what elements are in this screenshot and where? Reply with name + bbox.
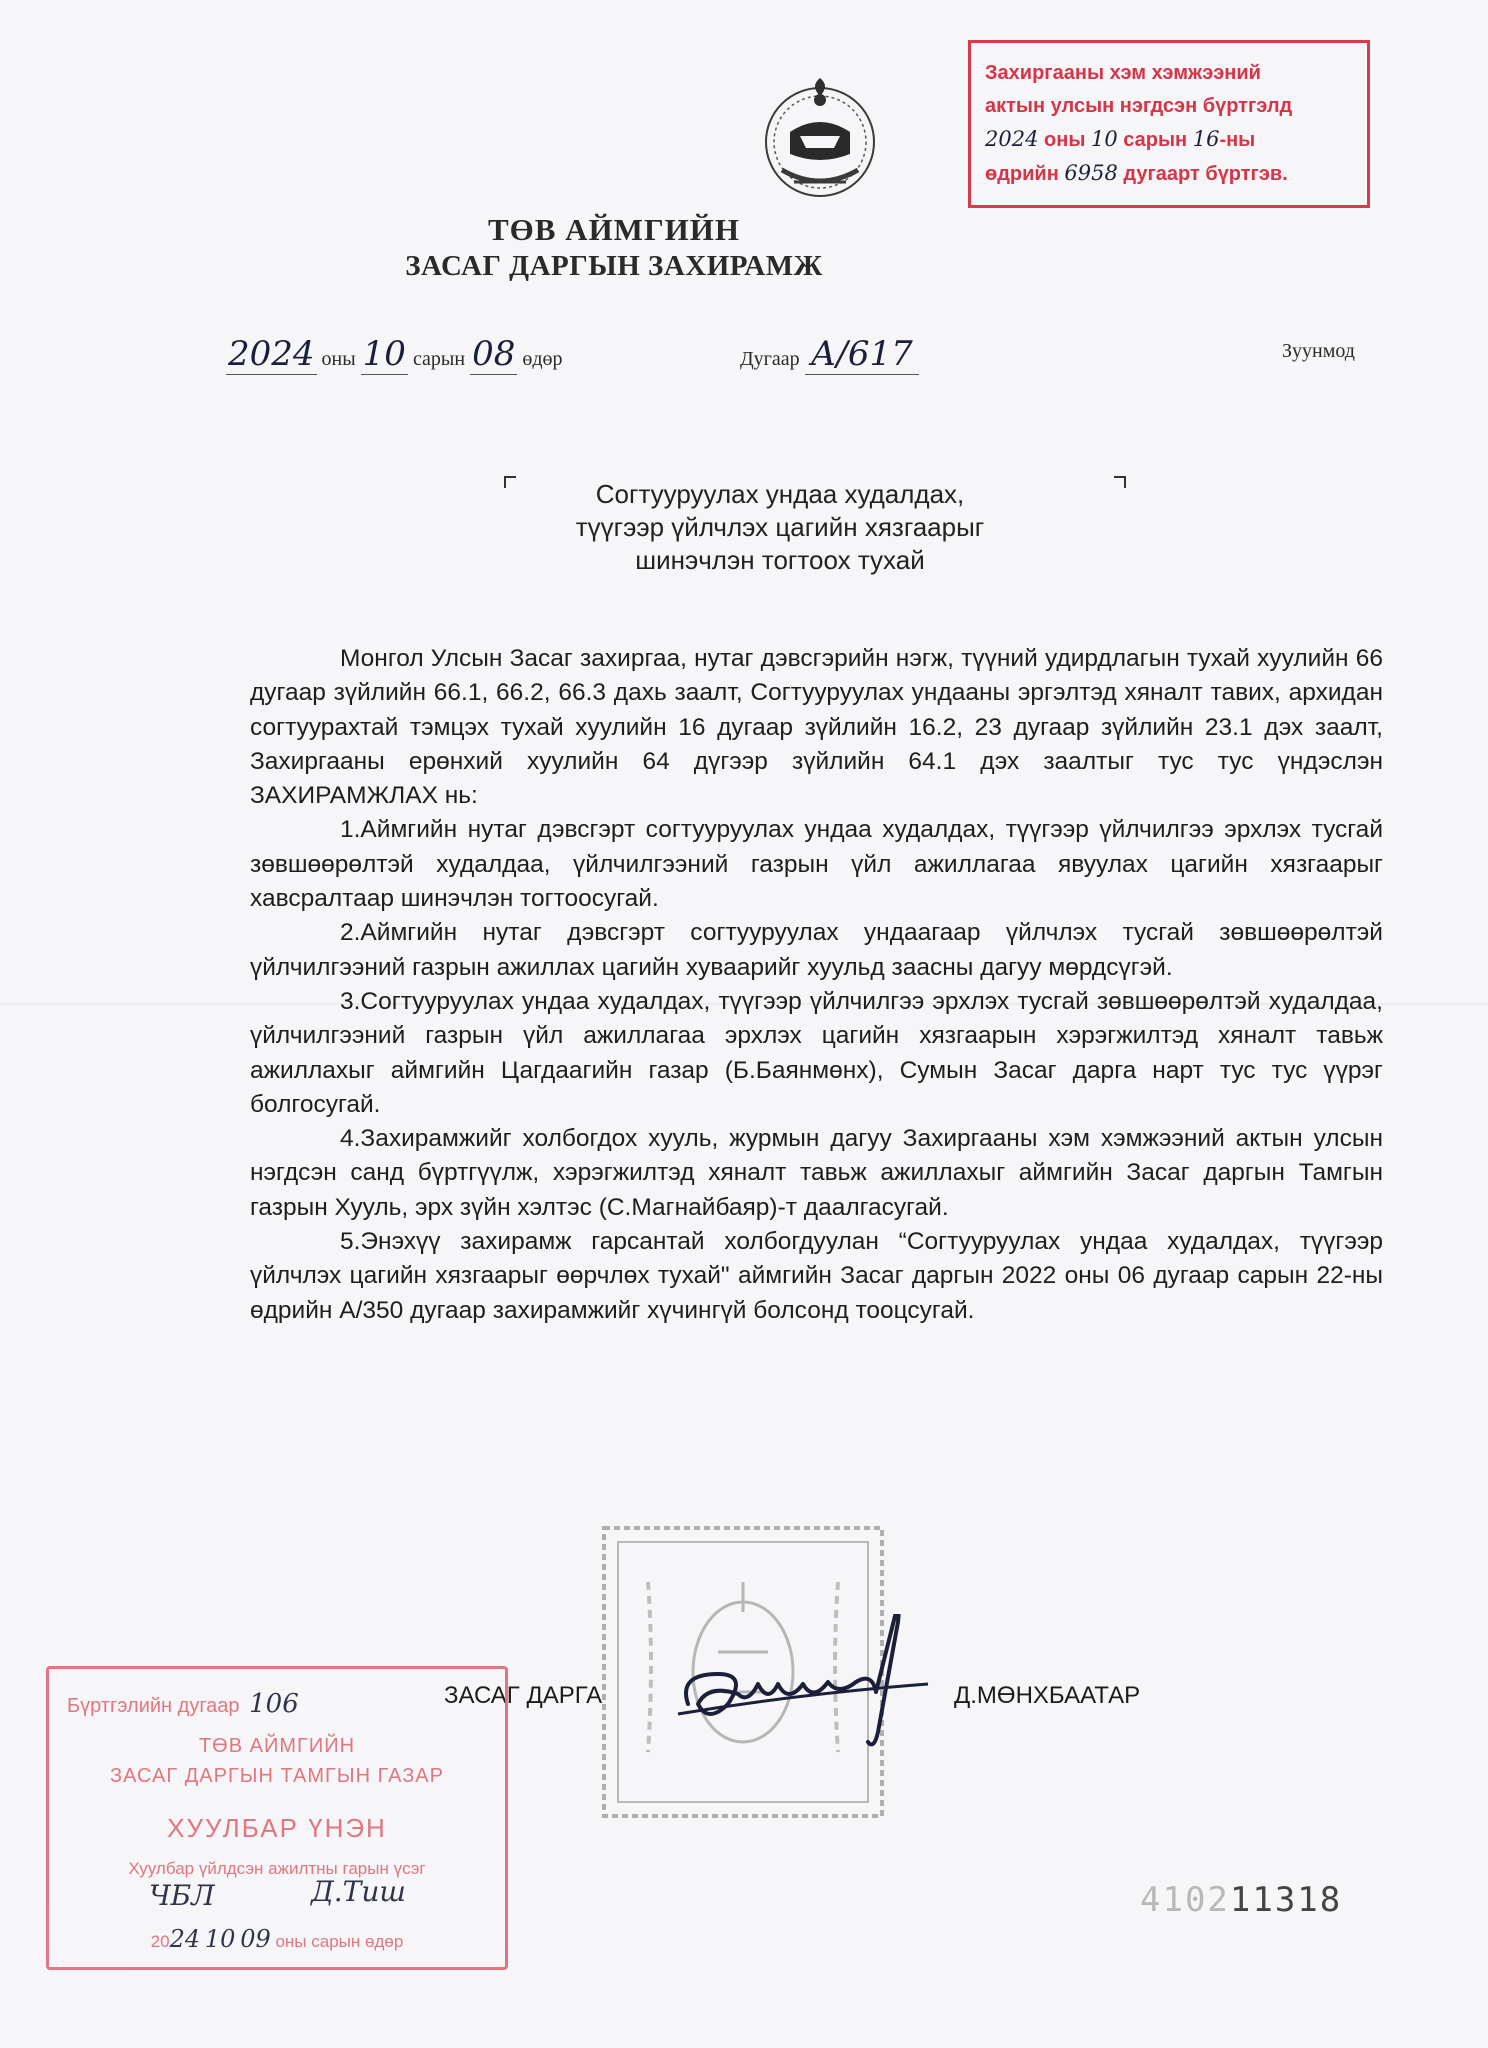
stamp-line-2: актын улсын нэгдсэн бүртгэлд <box>985 95 1293 117</box>
stamp-line-4 <box>985 157 1355 191</box>
stamp-line-1: Захиргааны хэм хэмжээний <box>985 62 1261 84</box>
date-day: 08 <box>472 334 516 374</box>
paragraph-preamble: Монгол Улсын Засаг захиргаа, нутаг дэвсгэрийн нэгж, түүний удирдлагын тухай хуулийн 66 дугаар зүйлийн 66.1, 66.2, 66.3 дахь заалт, Согтууруулах ундааны эргэлтэд хяналт тавих, архидан согтуурахтай тэмцэх тухай хуулийн 16 дугаар зүйлийн 16.2, 23 дугаар зүйлийн 23.1 дэх заалт, Захиргааны ерөнхий хуулийн 64 дүгээр зүйлийн 64.1 дэх заалтыг тус тус үндэслэн ЗАХИРАМЖЛАХ нь: <box>250 645 1383 810</box>
handwritten-signature <box>668 1614 968 1754</box>
copy-stamp-year: 24 <box>169 1925 201 1953</box>
copy-stamp-line-5: Хуулбар үйлдсэн ажилтны гарын үсэг <box>128 1859 426 1878</box>
title-line-2: түүгээр үйлчлэх цагийн хязгаарыг <box>575 512 985 542</box>
copy-stamp-line-2: ТӨВ АЙМГИЙН <box>198 1735 356 1757</box>
number-value: А/617 <box>805 334 919 375</box>
copy-stamp-month: 10 <box>204 1925 236 1953</box>
copy-stamp-line-4: ХУУЛБАР ҮНЭН <box>167 1813 387 1843</box>
copy-stamp-line-3: ЗАСАГ ДАРГЫН ТАМГЫН ГАЗАР <box>110 1765 444 1787</box>
copy-stamp-reg-label: Бүртгэлийн дугаар <box>67 1695 240 1717</box>
stamp-day-suffix: -ны <box>1219 129 1256 151</box>
date-month: 10 <box>362 334 406 374</box>
date-day-suffix: өдөр <box>522 348 563 370</box>
document-body <box>250 642 1383 1328</box>
copy-stamp-reg-value: 106 <box>249 1689 299 1719</box>
paragraph-item-1: 1.Аймгийн нутаг дэвсгэрт согтууруулах ундаа худалдах, түүгээр үйлчилгээ эрхлэх тусгай зөвшөөрөлтэй худалдаа, үйлчилгээний газрын үйл ажиллагаа явуулах цагийн хязгаарыг хавсралтаар шинэчлэн тогтоосугай. <box>250 816 1383 913</box>
document-title <box>500 478 1060 577</box>
signatory-title: ЗАСАГ ДАРГА <box>444 1682 603 1709</box>
state-emblem-icon <box>760 70 880 200</box>
stamp-year: 2024 <box>985 127 1039 151</box>
place-name: Зуунмод <box>1282 340 1355 362</box>
copy-stamp-day: 09 <box>240 1925 271 1953</box>
date-year: 2024 <box>228 334 315 374</box>
stamp-line-4-end: дугаарт бүртгэв. <box>1123 163 1288 185</box>
stamp-month-suffix: сарын <box>1123 129 1188 151</box>
registration-stamp <box>968 40 1370 208</box>
issuer-line-1: ТӨВ АЙМГИЙН <box>487 212 741 247</box>
number-label: Дугаар <box>740 348 800 370</box>
title-line-3: шинэчлэн тогтоох тухай <box>635 545 925 575</box>
copy-stamp-reg <box>67 1689 299 1719</box>
stamp-month: 10 <box>1090 127 1118 151</box>
copy-certification-stamp <box>46 1666 508 1970</box>
document-number <box>740 334 919 374</box>
copy-stamp-signature: Д.Тиш <box>311 1875 406 1908</box>
paragraph-item-2: 2.Аймгийн нутаг дэвсгэрт согтууруулах ундаагаар үйлчлэх тусгай зөвшөөрөлтэй үйлчилгээний газрын ажиллах цагийн хуваарийг хуульд заасны дагуу мөрдсүгэй. <box>250 919 1383 981</box>
document-type-heading: ЗАСАГ ДАРГЫН ЗАХИРАМЖ <box>405 250 823 282</box>
paragraph-item-3: 3.Согтууруулах ундаа худалдах, түүгээр үйлчилгээ эрхлэх тусгай зөвшөөрөлтэй худалдаа, үйлчилгээний газрын үйл ажиллагаа эрхлэх цагийн хязгаарын хэрэгжилтэд хяналт тавьж ажиллахыг аймгийн Цагдаагийн газар (Б.Баянмөнх), Сумын Засаг дарга нарт тус тус үүрэг болгосугай. <box>250 987 1383 1118</box>
paragraph-item-5: 5.Энэхүү захирамж гарсантай холбогдуулан “Согтууруулах ундаа худалдах, түүгээр үйлчлэх цагийн хязгаарыг өөрчлөх тухай" аймгийн Засаг даргын 2022 оны 06 дугаар сарын 22-ны өдрийн А/350 дугаар захирамжийг хүчингүй болсонд тооцсугай. <box>250 1228 1383 1324</box>
date-month-suffix: сарын <box>412 348 466 370</box>
stamp-line-4-start: өдрийн <box>985 163 1059 185</box>
stamp-line-3 <box>985 123 1355 157</box>
copy-stamp-initials: ЧБЛ <box>149 1879 215 1912</box>
copy-stamp-date-tail: оны сарын өдөр <box>275 1932 404 1951</box>
paragraph-item-4: 4.Захирамжийг холбогдох хууль, журмын дагуу Захиргааны хэм хэмжээний актын улсын нэгдсэн санд бүртгүүлж, хэрэгжилтэд хяналт тавьж ажиллахыг аймгийн Засаг даргын Тамгын газрын Хууль, эрх зүйн хэлтэс (С.Магнайбаяр)-т даалгасугай. <box>250 1125 1383 1221</box>
serial-number <box>1140 1880 1342 1920</box>
document-date <box>226 334 563 374</box>
title-bracket-right <box>1114 476 1126 488</box>
stamp-day: 16 <box>1192 127 1220 151</box>
title-line-1: Согтууруулах ундаа худалдах, <box>595 479 965 509</box>
serial-visible: 11318 <box>1229 1880 1343 1920</box>
date-year-suffix: оны <box>321 348 356 370</box>
stamp-reg-number: 6958 <box>1064 161 1118 185</box>
signatory-name: Д.МӨНХБААТАР <box>954 1682 1141 1709</box>
copy-stamp-date: 2024 10 09 оны сарын өдөр <box>150 1925 404 1953</box>
stamp-year-suffix: оны <box>1044 129 1086 151</box>
serial-faint: 4102 <box>1140 1880 1230 1920</box>
